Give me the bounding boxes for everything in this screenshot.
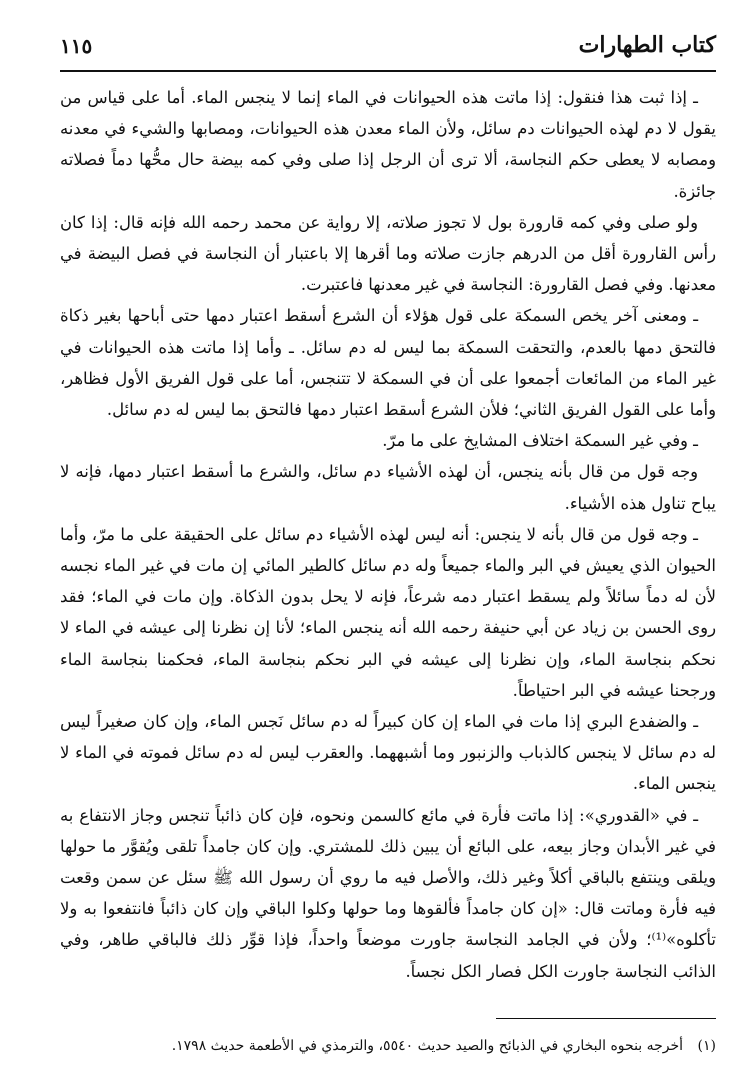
- running-title: كتاب الطهارات: [578, 32, 716, 58]
- paragraph: ـ والضفدع البري إذا مات في الماء إن كان كبيراً له دم سائل نَجس الماء، وإن كان صغيراً ليس له دم سائل لا ينجس كالذباب والزنبور وما أشبههما. والعقرب ليس له دم سائل فموته في الماء لا ينجس الماء.: [60, 712, 716, 794]
- footnote-text: أخرجه بنحوه البخاري في الذبائح والصيد حديث ٥٥٤٠، والترمذي في الأطعمة حديث ١٧٩٨.: [171, 1038, 684, 1054]
- footnote-divider: [496, 1018, 716, 1019]
- page-header: [60, 30, 716, 72]
- paragraph: ـ وفي غير السمكة اختلاف المشايخ على ما مرّ.: [382, 431, 698, 451]
- page-number: ١١٥: [60, 34, 93, 58]
- paragraph: وجه قول من قال بأنه ينجس، أن لهذه الأشياء دم سائل، والشرع ما أسقط اعتبار دمها، فإنه لا يباح تناول هذه الأشياء.: [60, 462, 716, 513]
- footnote: [60, 1035, 716, 1057]
- main-text: [60, 82, 716, 987]
- paragraph: ـ ومعنى آخر يخص السمكة على قول هؤلاء أن الشرع أسقط اعتبار دمها حتى أباحها بغير ذكاة فالتحق دمها بالعدم، والتحقت السمكة بما ليس له دم سائل. ـ وأما إذا ماتت هذه الحيوانات في غير الماء من المائعات أجمعوا على أن في السمكة لا تتنجس، أما على قول الفريق الأول فظاهر، وأما على القول الفريق الثاني؛ فلأن الشرع أسقط اعتبار دمها فالتحق بما ليس له دم سائل.: [60, 306, 716, 420]
- paragraph: ولو صلى وفي كمه قارورة بول لا تجوز صلاته، إلا رواية عن محمد رحمه الله فإنه قال: إذا كان رأس القارورة أقل من الدرهم جازت صلاته وما أقرها إلا باعتبار أن النجاسة في فصل البيضة في معدنها. وفي فصل القارورة: النجاسة في غير معدنها فاعتبرت.: [60, 212, 716, 295]
- paragraph: ـ في «القدوري»: إذا ماتت فأرة في مائع كالسمن ونحوه، فإن كان ذائباً تنجس وجاز الانتفاع به في غير الأبدان وجاز بيعه، على البائع أن يبين ذلك للمشتري. وإن كان جامداً تلقى ويُقوَّر ما حولها ويلقى وينتفع بالباقي أكلاً وغير ذلك، والأصل فيه ما روي أن رسول الله ﷺ سئل عن سمن وقعت فيه فأرة وماتت قال: «إن كان جامداً فألقوها وما حولها وكلوا الباقي وإن كان ذائباً فانتفعوا به ولا تأكلوه»⁽¹⁾؛ ولأن في الجامد النجاسة جاورت موضعاً واحداً، فإذا قوِّر ذلك فالباقي طاهر، وفي الذائب النجاسة جاورت الكل فصار الكل نجساً.: [60, 805, 716, 981]
- footnote-marker: (١): [697, 1038, 716, 1054]
- paragraph: ـ إذا ثبت هذا فنقول: إذا ماتت هذه الحيوانات في الماء إنما لا ينجس الماء. أما على قياس من يقول لا دم لهذه الحيوانات دم سائل، ولأن الماء معدن هذه الحيوانات، ومصابها والشيء في معدنه ومصابه لا يعطى حكم النجاسة، ألا ترى أن الرجل إذا صلى وفي كمه بيضة حال محُّها دماً فصلاته جائزة.: [60, 88, 716, 201]
- paragraph: ـ وجه قول من قال بأنه لا ينجس: أنه ليس لهذه الأشياء دم سائل على الحقيقة على ما مرّ، وأما الحيوان الذي يعيش في البر والماء جميعاً وله دم سائل كالطير المائي إن مات في غير الماء نجسه لأن له دماً سائلاً ولم يسقط اعتبار دمه شرعاً، فإنه لا يحل بدون الذكاة. وإن مات في الماء؛ فقد روى الحسن بن زياد عن أبي حنيفة رحمه الله أنه ينجس الماء؛ لأنا إن نظرنا إلى عيشه في الماء لا نحكم بنجاسة الماء، وإن نظرنا إلى عيشه في البر نحكم بنجاسة الماء، فحكمنا بنجاسة الماء ورجحنا عيشه في البر احتياطاً.: [60, 524, 716, 700]
